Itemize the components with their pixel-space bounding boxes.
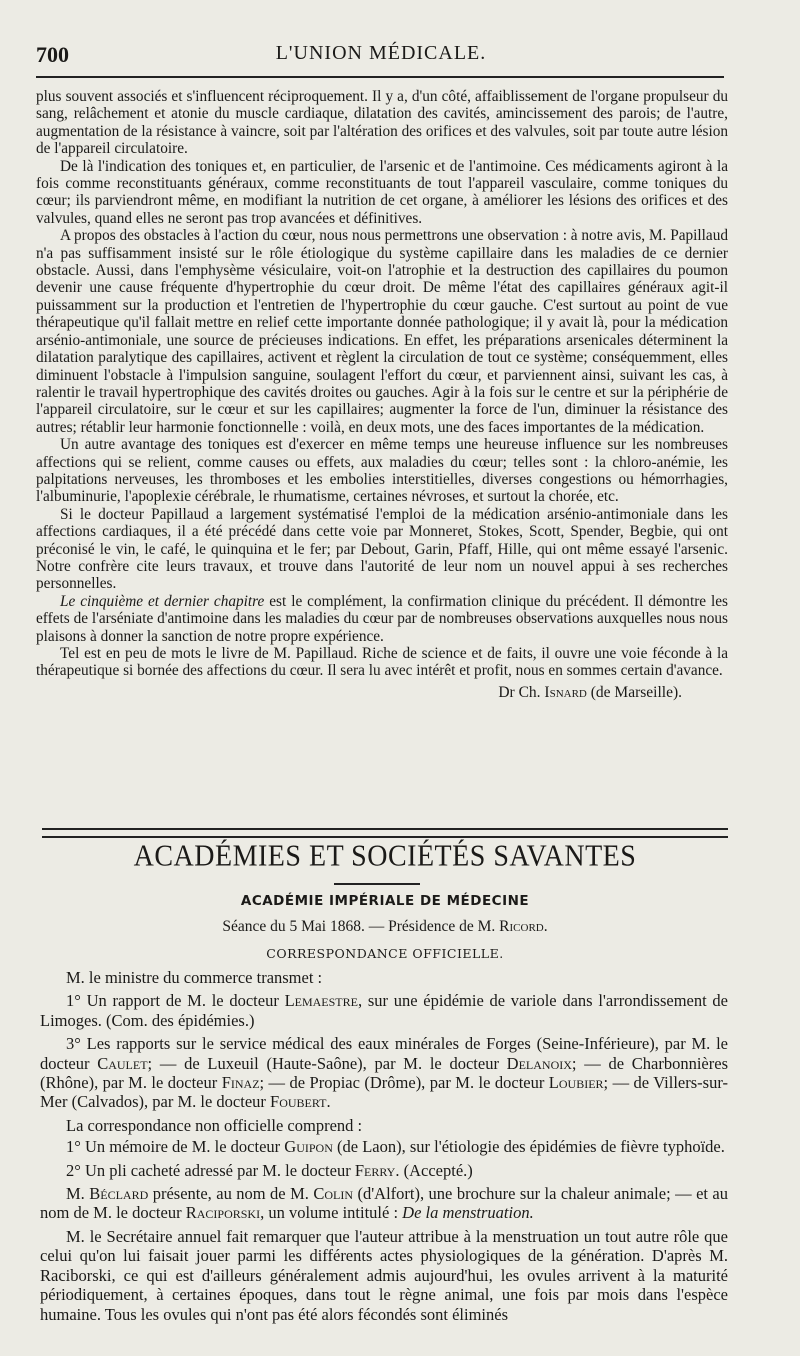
doctor-name: Raciporski bbox=[185, 1203, 261, 1223]
minutes-paragraph bbox=[40, 991, 728, 1030]
minutes-text: 1° Un rapport de M. le docteur bbox=[66, 991, 285, 1011]
correspondence-heading: CORRESPONDANCE OFFICIELLE. bbox=[266, 946, 504, 961]
review-paragraph: plus souvent associés et s'influencent réciproquement. Il y a, d'un côté, affaiblissement de l'organe propulseur du sang, relâchement et atonie du muscle cardiaque, dilatation des cavités, amincissement des parois; de l'autre, augmentation de la résistance à vaincre, soit par l'altération des orifices et des valvules, soit par toute autre lésion de l'appareil circulatoire. bbox=[36, 88, 728, 158]
journal-title: L'UNION MÉDICALE. bbox=[275, 42, 487, 64]
review-signature bbox=[36, 684, 728, 701]
session-text: . bbox=[543, 918, 548, 935]
section-title: ACADÉMIES ET SOCIÉTÉS SAVANTES bbox=[133, 839, 637, 874]
doctor-name: Caulet bbox=[97, 1053, 148, 1073]
president-name: Ricord bbox=[499, 918, 544, 935]
academy-title: ACADÉMIE IMPÉRIALE DE MÉDECINE bbox=[240, 893, 530, 909]
minutes-text: . (Accepté.) bbox=[395, 1160, 473, 1180]
signature-name: Isnard bbox=[544, 683, 587, 701]
minutes-paragraph bbox=[40, 1184, 728, 1223]
minutes-paragraph bbox=[40, 1161, 728, 1180]
review-paragraph: Si le docteur Papillaud a largement systématisé l'emploi de la médication arsénio-antimoniale dans les affections cardiaques, il a été précédé dans cette voie par Monneret, Stokes, Scott, Spender, Begbie, qui ont préconisé le vin, le café, le quinquina et le fer; par Debout, Garin, Pfaff, Hille, qui ont même essayé l'arsenic. Notre confrère cite leurs travaux, et trouve dans l'autorité de leur nom un nouvel appui à ses recherches personnelles. bbox=[36, 505, 728, 593]
review-paragraph bbox=[36, 593, 728, 645]
doctor-name: Colin bbox=[313, 1184, 353, 1204]
doctor-name: Loubier bbox=[548, 1073, 604, 1093]
page-number: 700 bbox=[36, 42, 69, 67]
review-paragraph: A propos des obstacles à l'action du cœur, nous nous permettrons une observation : à notre avis, M. Papillaud n'a pas suffisamment insisté sur le rôle étiologique du système capillaire dans les maladies de ce dernier obstacle. Aussi, dans l'emphysème vésiculaire, voit-on l'atrophie et la destruction des capillaires du poumon devenir une cause fréquente d'hypertrophie du cœur droit. De même l'état des capillaires généraux agit-il puissamment sur la production et l'entretien de l'hypertrophie du cœur gauche. C'est surtout au point de vue thérapeutique qu'il fallait mettre en relief cette importante donnée pathologique; il y avait là, pour la médication arsénio-antimoniale, une source de précieuses indications. En effet, les préparations arsenicales déterminent la dilatation paralytique des capillaires, activent et règlent la circulation de tout ce système; conséquemment, elles diminuent l'obstacle à l'impulsion sanguine, soulagent l'effort du cœur, et parviennent ainsi, suivant les cas, à ralentir le travail hypertrophique des cavités droites ou gauches. Agir à la fois sur le centre et sur la périphérie de l'appareil circulatoire, sur le cœur et sur les capillaires; augmenter la force de l'un, diminuer la résistance des autres; rétablir leur harmonie fonctionnelle : voilà, en deux mots, une des faces importantes de la médication. bbox=[36, 227, 728, 436]
minutes-text: (de Laon), sur l'étiologie des épidémies de fièvre typhoïde. bbox=[332, 1137, 725, 1157]
minutes-text: , un volume intitulé : bbox=[260, 1203, 403, 1223]
chapter-reference: Le cinquième et dernier chapitre bbox=[60, 592, 265, 610]
header-rule bbox=[36, 76, 724, 78]
minutes-text: ; — de Charbonnières (Rhône), par M. le docteur bbox=[40, 1053, 728, 1093]
session-line bbox=[42, 918, 728, 936]
minutes-text: ; — de Luxeuil (Haute-Saône), par M. le docteur bbox=[147, 1053, 507, 1073]
minutes-text: M. bbox=[66, 1184, 90, 1204]
minutes-text: 2° Un pli cacheté adressé par M. le docteur bbox=[66, 1160, 355, 1180]
minutes-paragraph: M. le Secrétaire annuel fait remarquer que l'auteur attribue à la menstruation un tout autre rôle que celui qu'on lui faisait jouer parmi les différents actes physiologiques de la génération. D'après M. Raciborski, ce qui est d'ailleurs généralement admis aujourd'hui, les ovules arrivent à la maturité périodiquement, à certaines époques, dans tout le règne animal, une fois par mois dans l'espèce humaine. Tous les ovules qui n'ont pas été alors fécondés sont éliminés bbox=[40, 1226, 728, 1324]
minutes-text: 1° Un mémoire de M. le docteur bbox=[66, 1137, 285, 1157]
doctor-name: Ferry bbox=[354, 1160, 396, 1180]
minutes-paragraph: La correspondance non officielle comprend : bbox=[66, 1115, 363, 1135]
minutes-text: présente, au nom de M. bbox=[148, 1184, 314, 1204]
doctor-name: Finaz bbox=[221, 1073, 260, 1093]
title-rule bbox=[334, 883, 420, 885]
signature-suffix: (de Marseille). bbox=[586, 683, 682, 701]
signature-prefix: Dr Ch. bbox=[498, 683, 545, 701]
minutes-text: , sur une épidémie de variole dans l'arrondissement de Limoges. (Com. des épidémies.) bbox=[40, 991, 729, 1030]
minutes-text: (d'Alfort), une brochure sur la chaleur animale; — et au nom de M. le docteur bbox=[40, 1184, 728, 1223]
review-text: est le complément, la confirmation clinique du précédent. Il démontre les effets de l'arséniate d'antimoine dans les maladies du cœur par de nombreuses observations auxquelles nous nous plaisons à donner la sanction de notre propre expérience. bbox=[36, 592, 728, 645]
review-paragraph: Un autre avantage des toniques est d'exercer en même temps une heureuse influence sur les nombreuses affections qui se relient, comme causes ou effets, aux maladies du cœur; telles sont : la chloro-anémie, les palpitations nerveuses, les thromboses et les embolies interstitielles, diverses congestions ou hémorrhagies, l'albuminurie, l'apoplexie cérébrale, le rhumatisme, certaines névroses, et surtout la chorée, etc. bbox=[36, 436, 728, 506]
minutes-text: . bbox=[326, 1092, 331, 1112]
minutes-paragraph: M. le ministre du commerce transmet : bbox=[66, 968, 323, 987]
page-header bbox=[36, 34, 726, 67]
minutes-text: ; — de Villers-sur-Mer (Calvados), par M. le docteur bbox=[40, 1073, 728, 1112]
book-title: De la menstruation. bbox=[402, 1203, 534, 1223]
review-paragraph: Tel est en peu de mots le livre de M. Papillaud. Riche de science et de faits, il ouvre une voie féconde à la thérapeutique si bornée des affections du cœur. Il sera lu avec intérêt et profit, nous en sommes certain d'avance. bbox=[36, 645, 728, 680]
review-paragraph: De là l'indication des toniques et, en particulier, de l'arsenic et de l'antimoine. Ces médicaments agiront à la fois comme reconstituants généraux, comme reconstituants de tout l'appareil vasculaire, comme toniques du cœur; ils parviendront même, en modifiant la nutrition de cet organe, à améliorer les lésions des orifices et des valvules, quand elles ne seront pas trop avancées et définitives. bbox=[36, 157, 728, 227]
doctor-name: Guipon bbox=[284, 1137, 333, 1157]
doctor-name: Delanoix bbox=[506, 1053, 572, 1073]
minutes-text: 3° Les rapports sur le service médical des eaux minérales de Forges (Seine-Inférieure), par M. le docteur bbox=[40, 1034, 728, 1073]
doctor-name: Béclard bbox=[89, 1184, 149, 1204]
doctor-name: Foubert bbox=[270, 1092, 327, 1112]
session-minutes bbox=[40, 968, 728, 1328]
minutes-text: ; — de Propiac (Drôme), par M. le docteur bbox=[259, 1073, 549, 1093]
section-divider bbox=[42, 828, 728, 838]
minutes-paragraph bbox=[40, 1034, 728, 1112]
book-review bbox=[36, 88, 728, 701]
session-text: Séance du 5 Mai 1868. — Présidence de M. bbox=[222, 918, 500, 935]
doctor-name: Lemaestre bbox=[284, 991, 358, 1011]
minutes-paragraph bbox=[40, 1137, 728, 1156]
